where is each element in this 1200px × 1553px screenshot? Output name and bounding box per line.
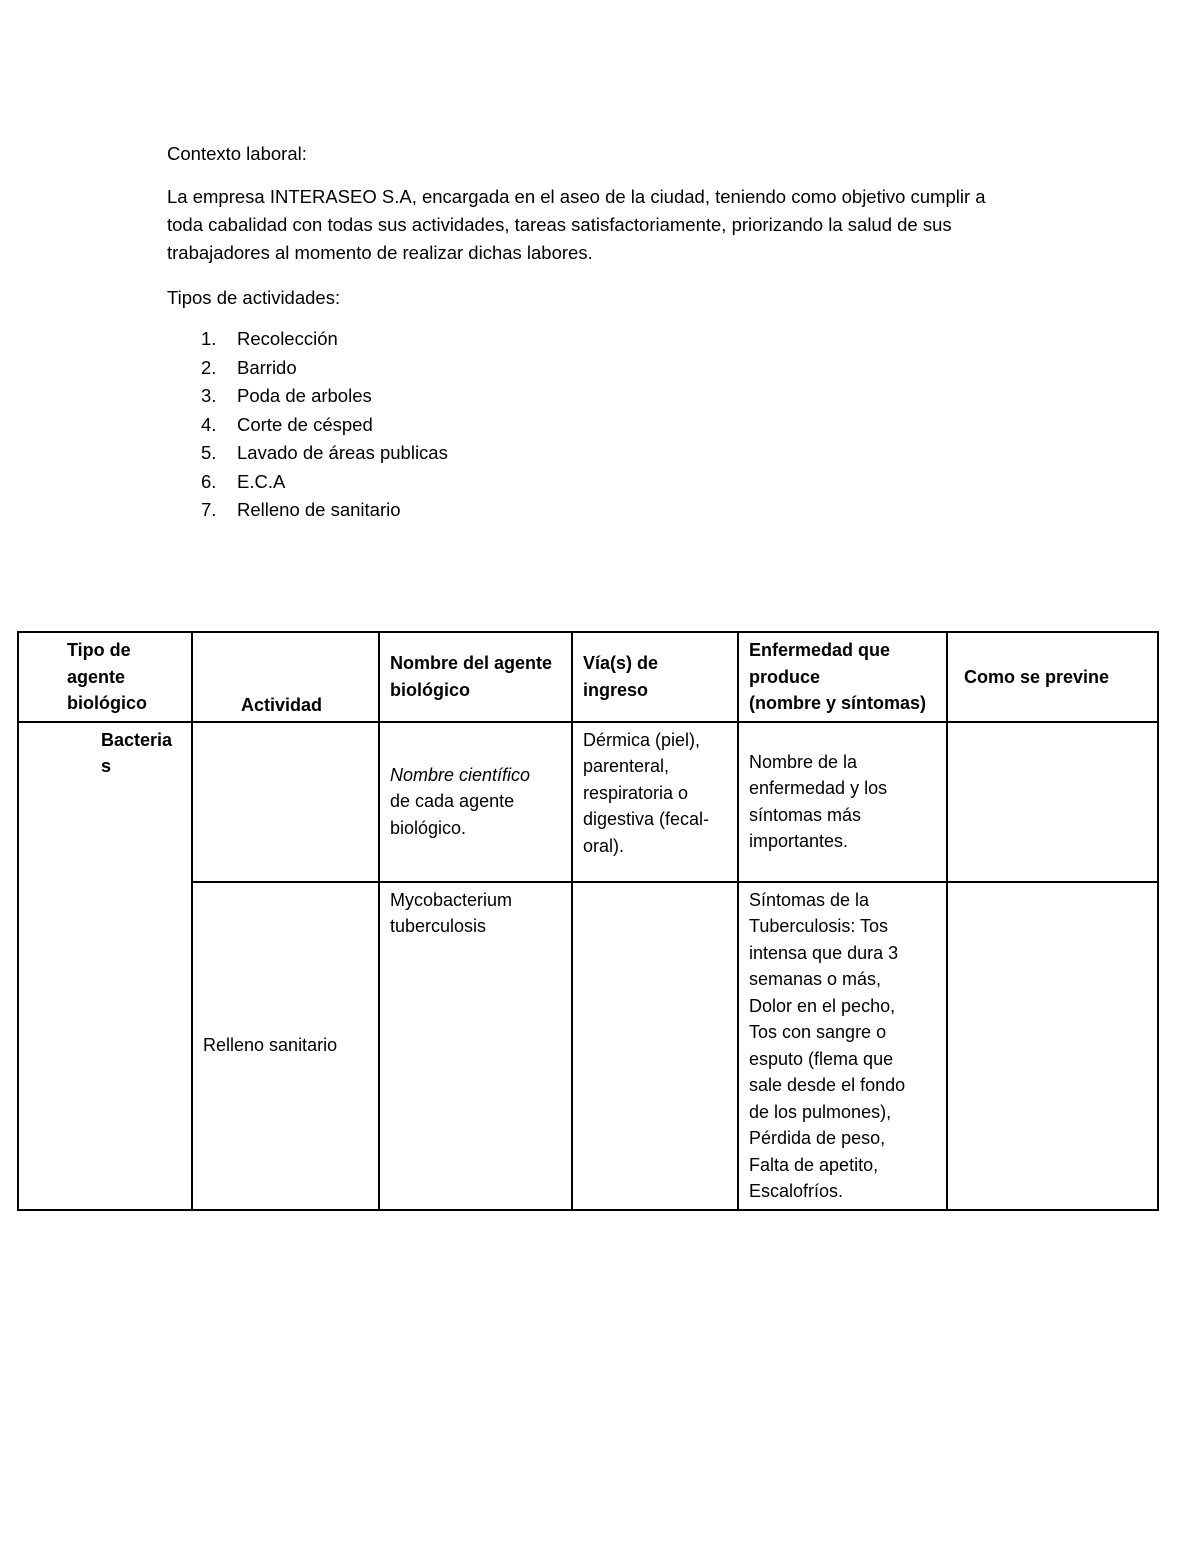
- cell-line: de cada agente: [390, 791, 515, 812]
- cell-nombre-agente: [379, 722, 572, 882]
- cell-line: Tos con sangre o: [749, 1022, 887, 1042]
- header-prevencion: Como se previne: [947, 632, 1158, 722]
- list-label: E.C.A: [237, 470, 286, 492]
- paragraph-line: La empresa INTERASEO S.A, encargada en el aseo de la ciudad, teniendo como objetivo cumplir a: [167, 186, 986, 207]
- cell-prevencion: [947, 722, 1158, 882]
- cell-line: Pérdida de peso,: [749, 1128, 886, 1148]
- context-paragraph: [167, 183, 1067, 267]
- header-line: biológico: [390, 679, 470, 700]
- header-line: ingreso: [583, 679, 649, 700]
- header-line: Tipo de: [67, 640, 131, 660]
- table-header-row: [18, 632, 1158, 722]
- list-item: [167, 439, 1067, 468]
- header-nombre-agente: [379, 632, 572, 722]
- cell-prevencion: [947, 882, 1158, 1210]
- header-line: (nombre y síntomas): [749, 693, 927, 713]
- list-label: Relleno de sanitario: [237, 499, 401, 521]
- cell-line: importantes.: [749, 831, 849, 851]
- cell-actividad: Relleno sanitario: [192, 882, 379, 1210]
- table-row: [18, 722, 1158, 882]
- activities-heading: Tipos de actividades:: [167, 287, 341, 308]
- cell-line: semanas o más,: [749, 969, 882, 989]
- list-label: Poda de arboles: [237, 385, 372, 407]
- list-item: [167, 354, 1067, 383]
- context-heading: Contexto laboral:: [167, 143, 307, 164]
- cell-line: Escalofríos.: [749, 1181, 844, 1201]
- list-number: 7.: [201, 499, 217, 521]
- header-line: agente: [67, 666, 126, 687]
- cell-actividad: [192, 722, 379, 882]
- header-line: Enfermedad que: [749, 640, 891, 660]
- cell-line: Nombre de la: [749, 751, 858, 772]
- context-section: [167, 140, 1067, 525]
- list-number: 6.: [201, 470, 217, 492]
- cell-line: respiratoria o: [583, 782, 689, 803]
- cell-line: Falta de apetito,: [749, 1154, 879, 1175]
- cell-line: Bacteria: [101, 729, 173, 750]
- cell-line: intensa que dura 3: [749, 942, 899, 963]
- header-via-ingreso: [572, 632, 738, 722]
- list-item: [167, 382, 1067, 411]
- list-label: Lavado de áreas publicas: [237, 442, 448, 464]
- biological-agents-table: [17, 631, 1159, 1211]
- list-label: Barrido: [237, 356, 297, 378]
- header-line: Vía(s) de: [583, 653, 659, 674]
- paragraph-line: trabajadores al momento de realizar dichas labores.: [167, 242, 593, 263]
- header-line: Nombre del agente: [390, 653, 553, 674]
- cell-enfermedad: [738, 722, 947, 882]
- cell-line: parenteral,: [583, 756, 670, 776]
- cell-line: s: [101, 756, 112, 776]
- cell-line: Dérmica (piel),: [583, 729, 701, 750]
- list-item: [167, 468, 1067, 497]
- list-label: Corte de césped: [237, 413, 373, 435]
- paragraph-line: toda cabalidad con todas sus actividades, tareas satisfactoriamente, priorizando la salud de sus: [167, 214, 952, 235]
- cell-line: síntomas más: [749, 804, 862, 825]
- cell-line: digestiva (fecal-: [583, 809, 710, 829]
- header-enfermedad: [738, 632, 947, 722]
- header-tipo-agente: [18, 632, 192, 722]
- cell-nombre-agente: [379, 882, 572, 1210]
- list-number: 1.: [201, 328, 217, 350]
- cell-line: Dolor en el pecho,: [749, 995, 896, 1016]
- cell-line: sale desde el fondo: [749, 1075, 906, 1095]
- activities-list: [167, 325, 1067, 525]
- list-item: [167, 496, 1067, 525]
- list-number: 3.: [201, 385, 217, 407]
- cell-line: tuberculosis: [390, 916, 487, 936]
- list-number: 5.: [201, 442, 217, 464]
- list-item: [167, 325, 1067, 354]
- list-number: 2.: [201, 356, 217, 378]
- cell-via-ingreso: [572, 882, 738, 1210]
- list-label: Recolección: [237, 328, 338, 350]
- cell-line: Nombre científico: [390, 764, 531, 785]
- header-actividad: Actividad: [192, 632, 379, 722]
- cell-enfermedad: [738, 882, 947, 1210]
- cell-line: enfermedad y los: [749, 778, 888, 798]
- cell-tipo-agente: [18, 722, 192, 1210]
- cell-via-ingreso: [572, 722, 738, 882]
- list-number: 4.: [201, 413, 217, 435]
- header-line: produce: [749, 666, 821, 687]
- cell-line: oral).: [583, 835, 625, 856]
- cell-line: esputo (flema que: [749, 1048, 894, 1069]
- cell-line: biológico.: [390, 817, 467, 838]
- cell-line: Mycobacterium: [390, 889, 513, 910]
- cell-line: de los pulmones),: [749, 1101, 892, 1122]
- cell-line: Síntomas de la: [749, 889, 870, 910]
- header-line: biológico: [67, 693, 147, 713]
- cell-line: Tuberculosis: Tos: [749, 916, 889, 936]
- list-item: [167, 411, 1067, 440]
